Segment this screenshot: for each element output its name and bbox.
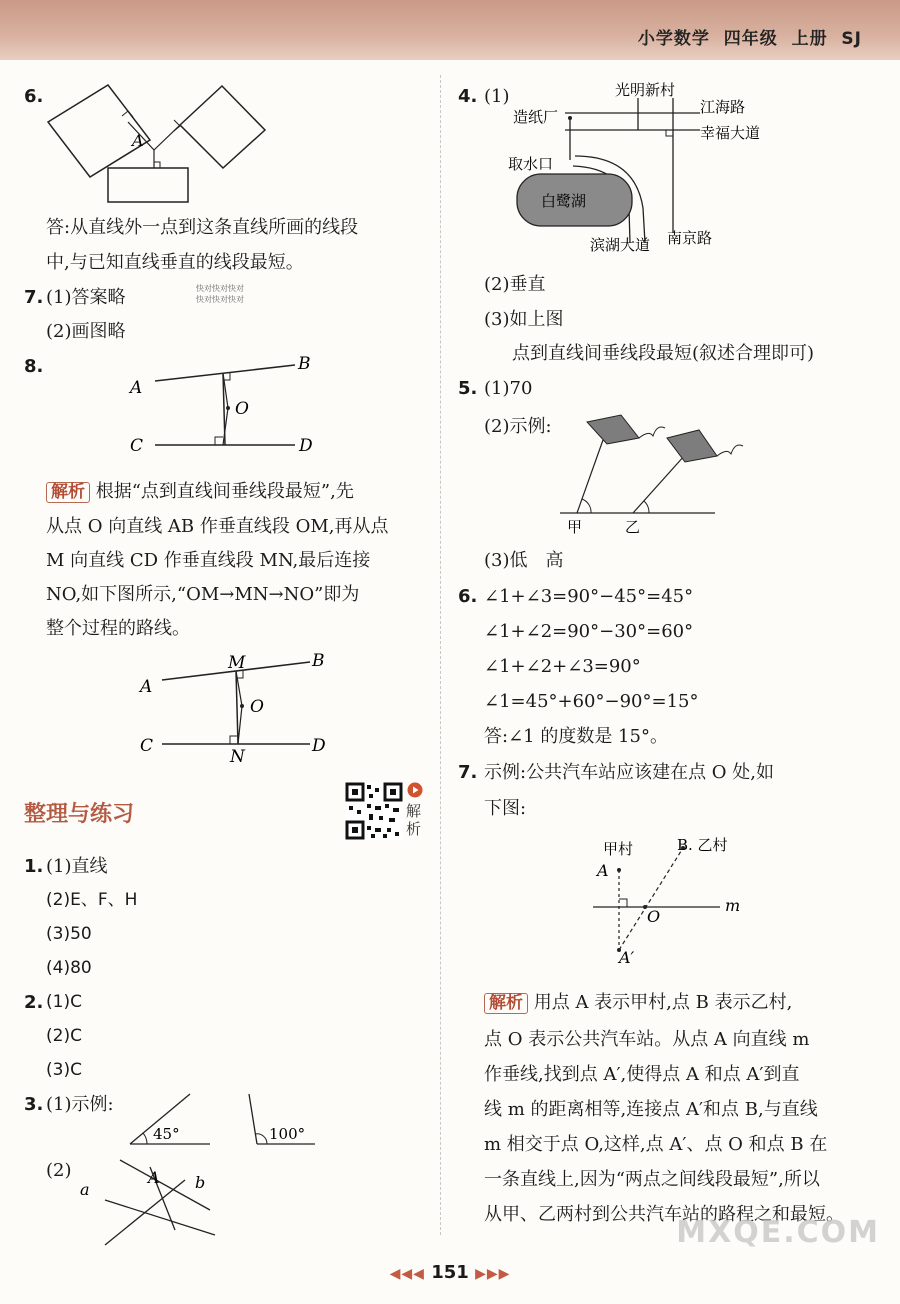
q8b-label-O: O (250, 697, 264, 717)
p5-yi: 乙 (625, 518, 641, 536)
p6-line2: ∠1+∠2=90°−30°=60° (484, 621, 694, 642)
q8-figure-2 (130, 650, 340, 765)
angle-100-label: 100° (269, 1125, 306, 1143)
fig-m: m (725, 896, 741, 915)
q6-answer-line1: 答:从直线外一点到这条直线所画的线段 (46, 217, 359, 238)
p7-analysis-line7: 从甲、乙两村到公共汽车站的路程之和最短。 (484, 1204, 844, 1225)
map-xingfu: 幸福大道 (700, 124, 761, 142)
p7-analysis-line6: 一条直线上,因为“两点之间线段最短”,所以 (484, 1169, 820, 1190)
map-nanjing: 南京路 (667, 229, 713, 247)
p3-lines-figure (75, 1155, 225, 1250)
p3-b: (2) (46, 1160, 72, 1181)
q8-label-C: C (130, 436, 144, 456)
p1-c: (3)50 (46, 924, 92, 944)
qr-label: 解析 (406, 802, 422, 838)
p1-a: (1)直线 (46, 856, 108, 877)
q8-label-B: B (298, 354, 311, 374)
fig-O: O (647, 907, 661, 926)
p2-number: 2. (24, 992, 44, 1013)
p4-map-figure (505, 78, 795, 258)
p6-line3: ∠1+∠2+∠3=90° (484, 656, 641, 677)
p5-b: (2)示例: (484, 416, 552, 437)
p7-line1: 示例:公共汽车站应该建在点 O 处,如 (484, 762, 774, 783)
p4-c: (3)如上图 (484, 309, 564, 330)
prev-arrows-icon: ◀◀◀ (389, 1266, 425, 1282)
map-guangming: 光明新村 (615, 81, 676, 99)
analysis-tag: 解析 (46, 482, 90, 503)
q8-analysis-line3: M 向直线 CD 作垂直线段 MN,最后连接 (46, 550, 371, 571)
fig-jiacun: 甲村 (603, 840, 634, 858)
stamp-text: 快对快对快对 (196, 284, 244, 293)
q6-figure (40, 80, 270, 210)
q7-part-b: (2)画图略 (46, 321, 126, 342)
p5-number: 5. (458, 378, 478, 399)
p3-angle-100 (245, 1090, 325, 1150)
q6-answer-line2: 中,与已知直线垂直的线段最短。 (46, 252, 304, 273)
watermark: MXQE.COM (676, 1215, 880, 1250)
p6-line5: 答:∠1 的度数是 15°。 (484, 726, 668, 747)
p6-line4: ∠1=45°+60°−90°=15° (484, 691, 699, 712)
p5-jia: 甲 (567, 518, 583, 536)
q8-analysis-line1: 解析 根据“点到直线间垂线段最短”,先 (46, 482, 354, 503)
p1-number: 1. (24, 856, 44, 877)
map-binhu: 滨湖大道 (590, 236, 651, 254)
page-number: 151 (431, 1262, 469, 1283)
p2-b: (2)C (46, 1026, 82, 1046)
p2-c: (3)C (46, 1060, 82, 1080)
stamp-text: 快对快对快对 (196, 295, 244, 304)
q6-number: 6. (24, 86, 44, 107)
p7-analysis-line5: m 相交于点 O,这样,点 A′、点 O 和点 B 在 (484, 1134, 828, 1155)
p5-c: (3)低 高 (484, 550, 564, 571)
q8-label-A: A (130, 378, 143, 398)
q8-label-O: O (235, 399, 249, 419)
q8b-label-B: B (312, 651, 325, 671)
header-title: 小学数学 四年级 上册 SJ (637, 29, 862, 49)
q8-label-D: D (299, 436, 313, 456)
p4-c-text: 点到直线间垂线段最短(叙述合理即可) (512, 343, 815, 364)
q8b-label-N: N (230, 747, 245, 767)
p4-a: (1) (484, 86, 510, 107)
p6-number: 6. (458, 586, 478, 607)
p7-analysis-line2: 点 O 表示公共汽车站。从点 A 向直线 m (484, 1029, 810, 1050)
q7-part-a: (1)答案略 (46, 287, 126, 308)
p6-line1: ∠1+∠3=90°−45°=45° (484, 586, 694, 607)
q8-analysis-line5: 整个过程的路线。 (46, 618, 190, 639)
q8-analysis-line4: NO,如下图所示,“OM→MN→NO”即为 (46, 584, 360, 605)
section-title: 整理与练习 (24, 802, 135, 827)
q7-number: 7. (24, 287, 44, 308)
qr-code-icon[interactable] (345, 782, 403, 840)
fig-A2: A′ (619, 948, 635, 967)
p7-analysis-line1: 解析 用点 A 表示甲村,点 B 表示乙村, (484, 993, 792, 1014)
analysis-tag: 解析 (484, 993, 528, 1014)
q8b-label-M: M (228, 653, 246, 673)
p1-d: (4)80 (46, 958, 92, 978)
map-zaozhi: 造纸厂 (513, 108, 559, 126)
map-lake: 白鹭湖 (541, 192, 587, 210)
header-banner (0, 0, 900, 60)
q8b-label-A: A (140, 677, 153, 697)
q8b-label-D: D (312, 736, 326, 756)
p3-label-b: b (195, 1173, 206, 1192)
fig-A: A (597, 861, 609, 880)
p7-number: 7. (458, 762, 478, 783)
p3-label-a: a (80, 1180, 90, 1199)
p7-line2: 下图: (484, 798, 527, 819)
column-divider (440, 75, 441, 1235)
q8-number: 8. (24, 356, 44, 377)
p5-a: (1)70 (484, 378, 533, 399)
p1-b: (2)E、F、H (46, 890, 138, 910)
next-arrows-icon: ▶▶▶ (475, 1266, 511, 1282)
q8b-label-C: C (140, 736, 154, 756)
angle-45-label: 45° (153, 1125, 180, 1143)
p4-number: 4. (458, 86, 478, 107)
p7-analysis-line4: 线 m 的距离相等,连接点 A′和点 B,与直线 (484, 1099, 818, 1120)
q8-analysis-line2: 从点 O 向直线 AB 作垂直线段 OM,再从点 (46, 516, 389, 537)
map-qushui: 取水口 (508, 155, 554, 173)
page-footer (0, 1262, 900, 1283)
q6-point-label: A (132, 131, 144, 150)
p3-number: 3. (24, 1094, 44, 1115)
p7-figure (585, 832, 785, 967)
p4-b: (2)垂直 (484, 274, 546, 295)
map-jianghai: 江海路 (700, 98, 746, 116)
p5-kites-figure (555, 410, 755, 535)
p3-angle-45 (125, 1090, 215, 1150)
fig-yicun: B. 乙村 (677, 836, 728, 854)
p7-analysis-line3: 作垂线,找到点 A′,使得点 A 和点 A′到直 (484, 1064, 800, 1085)
p3-label-A: A (148, 1168, 160, 1187)
p2-a: (1)C (46, 992, 82, 1012)
play-icon[interactable] (407, 782, 423, 798)
p3-a: (1)示例: (46, 1094, 114, 1115)
q8-figure-1 (125, 355, 325, 455)
